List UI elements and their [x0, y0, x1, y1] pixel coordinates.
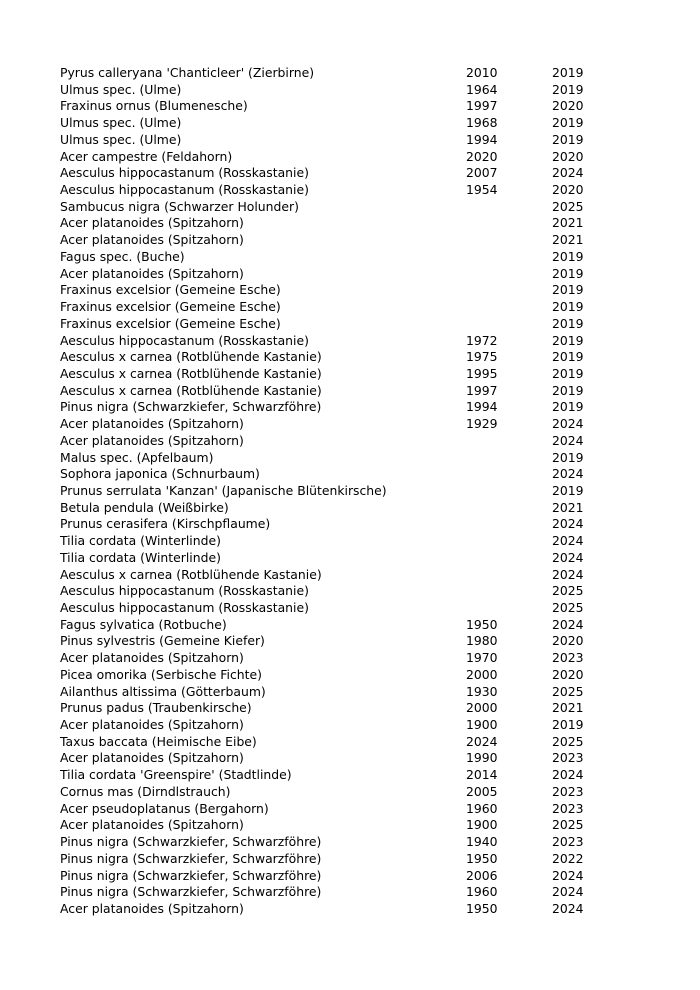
tree-name-cell: Aesculus hippocastanum (Rosskastanie)	[60, 600, 309, 615]
checked-year-cell: 2020	[552, 148, 584, 164]
tree-name-cell: Fraxinus excelsior (Gemeine Esche)	[60, 315, 281, 331]
table-row	[60, 483, 620, 500]
tree-name-cell: Pinus nigra (Schwarzkiefer, Schwarzföhre)	[60, 867, 322, 883]
table-row	[60, 700, 620, 717]
table-row	[60, 633, 620, 650]
tree-name-cell: Pinus nigra (Schwarzkiefer, Schwarzföhre)	[60, 850, 322, 866]
checked-year-cell: 2019	[552, 81, 584, 97]
table-row	[60, 801, 620, 818]
checked-year-cell: 2019	[552, 332, 584, 348]
checked-year-cell: 2019	[552, 299, 584, 315]
table-row	[60, 132, 620, 149]
tree-name-cell: Aesculus x carnea (Rotblühende Kastanie)	[60, 566, 322, 582]
table-row	[60, 299, 620, 316]
tree-name-cell: Aesculus x carnea (Rotblühende Kastanie)	[60, 349, 322, 365]
table-row	[60, 433, 620, 450]
table-row	[60, 165, 620, 182]
tree-name-cell: Fagus spec. (Buche)	[60, 248, 185, 264]
checked-year-cell: 2024	[552, 549, 584, 565]
planted-year-cell: 1929	[466, 416, 498, 432]
planted-year-cell: 2007	[466, 165, 498, 181]
table-row	[60, 349, 620, 366]
checked-year-cell: 2022	[552, 850, 584, 866]
checked-year-cell: 2024	[552, 900, 584, 916]
planted-year-cell: 1950	[466, 850, 498, 866]
checked-year-cell: 2019	[552, 131, 584, 147]
checked-year-cell: 2023	[552, 800, 584, 816]
table-row	[60, 249, 620, 266]
planted-year-cell: 1994	[466, 131, 498, 147]
table-row	[60, 65, 620, 82]
table-row	[60, 232, 620, 249]
table-row	[60, 149, 620, 166]
tree-name-cell: Malus spec. (Apfelbaum)	[60, 449, 214, 465]
tree-name-cell: Acer platanoides (Spitzahorn)	[60, 265, 244, 281]
checked-year-cell: 2025	[552, 817, 584, 833]
tree-name-cell: Taxus baccata (Heimische Eibe)	[60, 733, 257, 749]
planted-year-cell: 1972	[466, 332, 498, 348]
table-row	[60, 399, 620, 416]
checked-year-cell: 2020	[552, 182, 584, 198]
table-row	[60, 182, 620, 199]
tree-name-cell: Tilia cordata (Winterlinde)	[60, 549, 221, 565]
checked-year-cell: 2020	[552, 98, 584, 114]
tree-name-cell: Fagus sylvatica (Rotbuche)	[60, 616, 227, 632]
table-row	[60, 550, 620, 567]
checked-year-cell: 2023	[552, 834, 584, 850]
table-row	[60, 282, 620, 299]
table-row	[60, 717, 620, 734]
planted-year-cell: 1964	[466, 81, 498, 97]
tree-name-cell: Prunus padus (Traubenkirsche)	[60, 700, 252, 716]
planted-year-cell: 2020	[466, 148, 498, 164]
checked-year-cell: 2019	[552, 282, 584, 298]
tree-name-cell: Prunus serrulata 'Kanzan' (Japanische Blütenkirsche)	[60, 482, 387, 498]
planted-year-cell: 1997	[466, 382, 498, 398]
checked-year-cell: 2019	[552, 115, 584, 131]
checked-year-cell: 2024	[552, 867, 584, 883]
checked-year-cell: 2024	[552, 416, 584, 432]
tree-name-cell: Ulmus spec. (Ulme)	[60, 115, 182, 131]
checked-year-cell: 2024	[552, 616, 584, 632]
tree-name-cell: Sophora japonica (Schnurbaum)	[60, 466, 260, 482]
planted-year-cell: 1950	[466, 900, 498, 916]
planted-year-cell: 1968	[466, 115, 498, 131]
table-row	[60, 383, 620, 400]
table-row	[60, 851, 620, 868]
table-row	[60, 617, 620, 634]
table-row	[60, 884, 620, 901]
tree-name-cell: Aesculus hippocastanum (Rosskastanie)	[60, 182, 309, 198]
planted-year-cell: 1930	[466, 683, 498, 699]
checked-year-cell: 2020	[552, 666, 584, 682]
tree-name-cell: Pinus nigra (Schwarzkiefer, Schwarzföhre)	[60, 884, 322, 900]
tree-name-cell: Tilia cordata 'Greenspire' (Stadtlinde)	[60, 767, 292, 783]
checked-year-cell: 2019	[552, 449, 584, 465]
tree-name-cell: Ulmus spec. (Ulme)	[60, 81, 182, 97]
checked-year-cell: 2021	[552, 232, 584, 248]
table-row	[60, 82, 620, 99]
tree-name-cell: Ailanthus altissima (Götterbaum)	[60, 683, 266, 699]
checked-year-cell: 2024	[552, 566, 584, 582]
tree-name-cell: Ulmus spec. (Ulme)	[60, 131, 182, 147]
planted-year-cell: 1997	[466, 98, 498, 114]
table-row	[60, 817, 620, 834]
checked-year-cell: 2023	[552, 783, 584, 799]
table-row	[60, 868, 620, 885]
planted-year-cell: 2005	[466, 783, 498, 799]
planted-year-cell: 1900	[466, 817, 498, 833]
checked-year-cell: 2024	[552, 466, 584, 482]
checked-year-cell: 2021	[552, 700, 584, 716]
table-row	[60, 734, 620, 751]
table-row	[60, 199, 620, 216]
tree-name-cell: Acer platanoides (Spitzahorn)	[60, 432, 244, 448]
table-row	[60, 266, 620, 283]
checked-year-cell: 2021	[552, 215, 584, 231]
table-row	[60, 533, 620, 550]
table-row	[60, 333, 620, 350]
table-row	[60, 767, 620, 784]
tree-name-cell: Acer platanoides (Spitzahorn)	[60, 232, 244, 248]
table-row	[60, 215, 620, 232]
table-row	[60, 684, 620, 701]
tree-name-cell: Aesculus hippocastanum (Rosskastanie)	[60, 165, 309, 181]
planted-year-cell: 2010	[466, 65, 498, 80]
checked-year-cell: 2023	[552, 650, 584, 666]
tree-name-cell: Aesculus hippocastanum (Rosskastanie)	[60, 332, 309, 348]
planted-year-cell: 2006	[466, 867, 498, 883]
tree-name-cell: Pinus nigra (Schwarzkiefer, Schwarzföhre)	[60, 834, 322, 850]
table-row	[60, 583, 620, 600]
table-row	[60, 316, 620, 333]
table-row	[60, 416, 620, 433]
planted-year-cell: 2000	[466, 700, 498, 716]
planted-year-cell: 1954	[466, 182, 498, 198]
planted-year-cell: 1970	[466, 650, 498, 666]
checked-year-cell: 2019	[552, 315, 584, 331]
tree-name-cell: Acer platanoides (Spitzahorn)	[60, 750, 244, 766]
planted-year-cell: 1990	[466, 750, 498, 766]
table-row	[60, 834, 620, 851]
tree-name-cell: Acer campestre (Feldahorn)	[60, 148, 233, 164]
tree-name-cell: Acer platanoides (Spitzahorn)	[60, 717, 244, 733]
checked-year-cell: 2025	[552, 683, 584, 699]
table-row	[60, 784, 620, 801]
planted-year-cell: 1995	[466, 365, 498, 381]
table-row	[60, 450, 620, 467]
tree-name-cell: Tilia cordata (Winterlinde)	[60, 533, 221, 549]
tree-name-cell: Pyrus calleryana 'Chanticleer' (Zierbirne)	[60, 65, 315, 80]
table-row	[60, 98, 620, 115]
table-row	[60, 650, 620, 667]
checked-year-cell: 2024	[552, 165, 584, 181]
checked-year-cell: 2019	[552, 399, 584, 415]
table-row	[60, 750, 620, 767]
tree-name-cell: Fraxinus ornus (Blumenesche)	[60, 98, 248, 114]
planted-year-cell: 2014	[466, 767, 498, 783]
tree-name-cell: Pinus sylvestris (Gemeine Kiefer)	[60, 633, 265, 649]
planted-year-cell: 1975	[466, 349, 498, 365]
tree-name-cell: Fraxinus excelsior (Gemeine Esche)	[60, 282, 281, 298]
table-row	[60, 667, 620, 684]
tree-name-cell: Prunus cerasifera (Kirschpflaume)	[60, 516, 271, 532]
checked-year-cell: 2019	[552, 482, 584, 498]
tree-name-cell: Betula pendula (Weißbirke)	[60, 499, 229, 515]
tree-name-cell: Sambucus nigra (Schwarzer Holunder)	[60, 198, 299, 214]
planted-year-cell: 1960	[466, 884, 498, 900]
tree-name-cell: Aesculus x carnea (Rotblühende Kastanie)	[60, 365, 322, 381]
tree-name-cell: Acer platanoides (Spitzahorn)	[60, 650, 244, 666]
table-row	[60, 500, 620, 517]
tree-name-cell: Acer platanoides (Spitzahorn)	[60, 900, 244, 916]
checked-year-cell: 2024	[552, 884, 584, 900]
checked-year-cell: 2019	[552, 265, 584, 281]
checked-year-cell: 2019	[552, 65, 584, 80]
table-row	[60, 600, 620, 617]
checked-year-cell: 2025	[552, 733, 584, 749]
planted-year-cell: 2024	[466, 733, 498, 749]
checked-year-cell: 2019	[552, 382, 584, 398]
checked-year-cell: 2019	[552, 248, 584, 264]
tree-table	[60, 65, 620, 918]
planted-year-cell: 1960	[466, 800, 498, 816]
checked-year-cell: 2023	[552, 750, 584, 766]
table-row	[60, 466, 620, 483]
table-row	[60, 901, 620, 918]
checked-year-cell: 2024	[552, 516, 584, 532]
tree-name-cell: Picea omorika (Serbische Fichte)	[60, 666, 262, 682]
checked-year-cell: 2021	[552, 499, 584, 515]
table-row	[60, 366, 620, 383]
table-row	[60, 516, 620, 533]
planted-year-cell: 1994	[466, 399, 498, 415]
tree-name-cell: Acer pseudoplatanus (Bergahorn)	[60, 800, 269, 816]
checked-year-cell: 2020	[552, 633, 584, 649]
tree-name-cell: Acer platanoides (Spitzahorn)	[60, 215, 244, 231]
checked-year-cell: 2024	[552, 533, 584, 549]
tree-name-cell: Acer platanoides (Spitzahorn)	[60, 416, 244, 432]
tree-name-cell: Acer platanoides (Spitzahorn)	[60, 817, 244, 833]
tree-name-cell: Aesculus x carnea (Rotblühende Kastanie)	[60, 382, 322, 398]
tree-name-cell: Fraxinus excelsior (Gemeine Esche)	[60, 299, 281, 315]
planted-year-cell: 1950	[466, 616, 498, 632]
planted-year-cell: 1940	[466, 834, 498, 850]
table-row	[60, 567, 620, 584]
checked-year-cell: 2025	[552, 583, 584, 599]
checked-year-cell: 2019	[552, 349, 584, 365]
tree-name-cell: Pinus nigra (Schwarzkiefer, Schwarzföhre)	[60, 399, 322, 415]
checked-year-cell: 2024	[552, 767, 584, 783]
checked-year-cell: 2025	[552, 198, 584, 214]
planted-year-cell: 1900	[466, 717, 498, 733]
planted-year-cell: 2000	[466, 666, 498, 682]
tree-name-cell: Aesculus hippocastanum (Rosskastanie)	[60, 583, 309, 599]
tree-name-cell: Cornus mas (Dirndlstrauch)	[60, 783, 231, 799]
checked-year-cell: 2025	[552, 600, 584, 615]
table-row	[60, 115, 620, 132]
checked-year-cell: 2019	[552, 365, 584, 381]
planted-year-cell: 1980	[466, 633, 498, 649]
checked-year-cell: 2024	[552, 432, 584, 448]
checked-year-cell: 2019	[552, 717, 584, 733]
